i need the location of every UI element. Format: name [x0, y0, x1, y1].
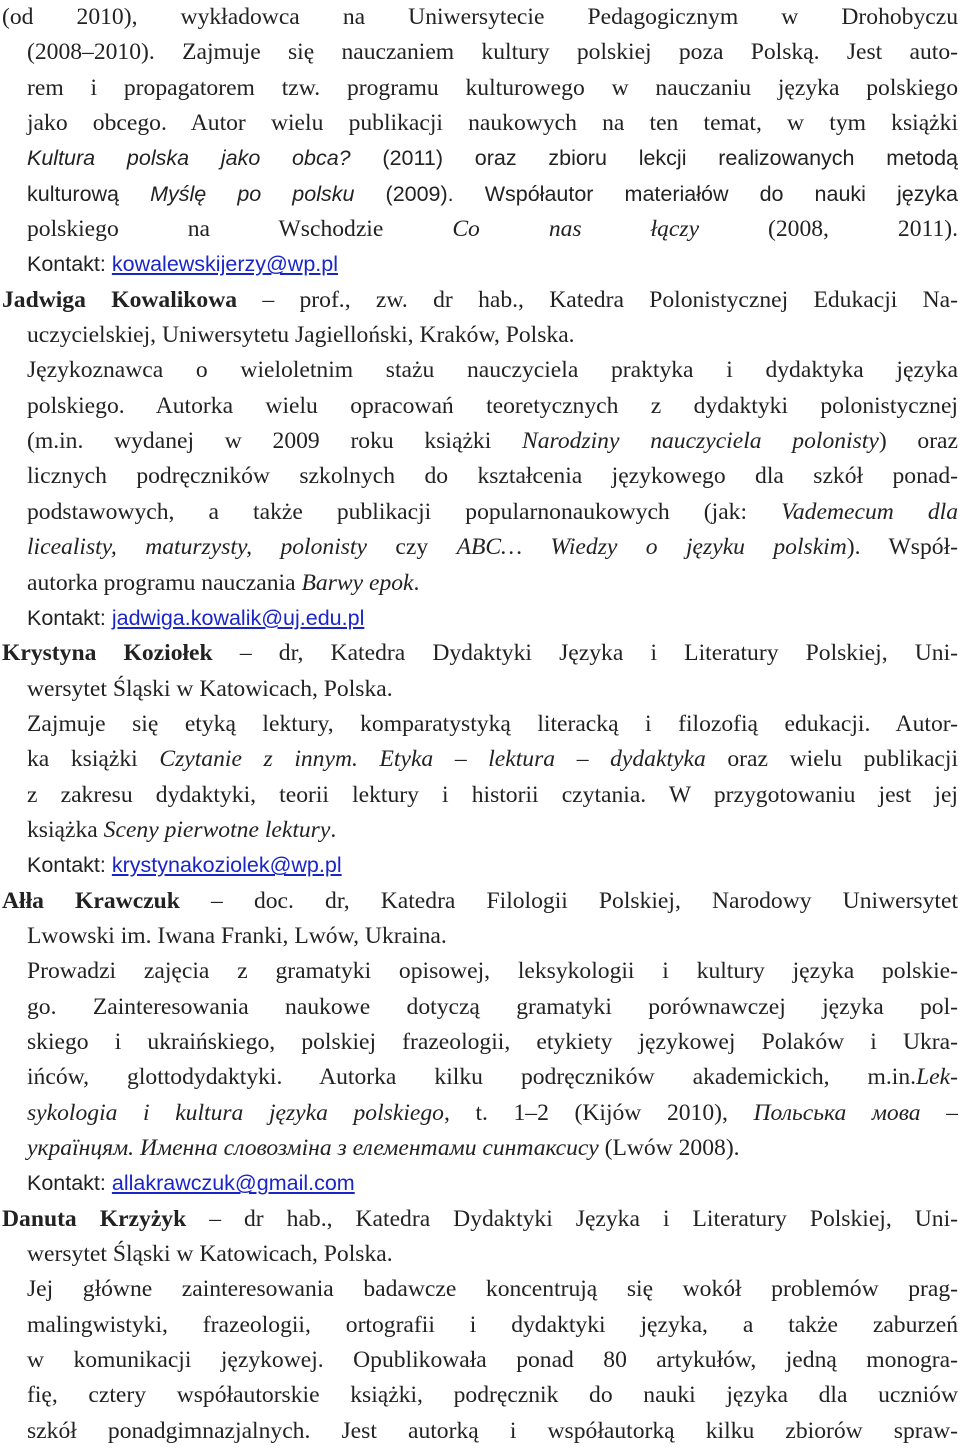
koziolek-contact [2, 848, 958, 883]
author-name: Ałła Krawczuk [2, 887, 180, 914]
text-span: (2011) oraz zbioru lekcji realizowanych metodą [350, 146, 958, 171]
krzyzyk-heading [2, 1202, 958, 1237]
intro-line-5 [2, 141, 958, 176]
koziolek-p1 [2, 707, 958, 742]
krawczuk-line-2 [2, 919, 958, 954]
text-span: polskiego na Wschodzie [27, 216, 453, 243]
email-link[interactable]: krystynakoziolek@wp.pl [111, 853, 342, 878]
email-link[interactable]: jadwiga.kowalik@uj.edu.pl [111, 605, 365, 630]
text-span: ). Współ- [846, 534, 958, 561]
krzyzyk-p1 [2, 1272, 958, 1307]
intro-line-4 [2, 106, 958, 141]
kowalikowa-p4 [2, 459, 958, 494]
text-span: (2008, 2011). [699, 216, 958, 243]
book-title: Sceny pierwotne lektury [103, 816, 331, 843]
book-title: Narodziny nauczyciela polonisty [522, 428, 879, 455]
krawczuk-heading [2, 884, 958, 919]
book-title: ABC… Wiedzy o języku polskim [456, 534, 847, 561]
krawczuk-p5 [2, 1096, 958, 1131]
text-span: polskiego. Autorka wielu opracowań teoretycznych z dydaktyki polonistycznej [27, 392, 958, 419]
text-span: jako obcego. Autor wielu publikacji naukowych na ten temat, w tym książki [27, 110, 958, 137]
text-span: oraz wielu publikacji [705, 746, 958, 773]
text-span: rem i propagatorem tzw. programu kulturowego w nauczaniu języka polskiego [27, 74, 958, 101]
author-name: Jadwiga Kowalikowa [2, 286, 238, 313]
krzyzyk-p4 [2, 1378, 958, 1413]
krzyzyk-p2 [2, 1308, 958, 1343]
text-span: (2008–2010). Zajmuje się nauczaniem kultury polskiej poza Polską. Jest auto- [27, 39, 958, 66]
intro-line-1 [2, 0, 958, 35]
text-span: ka książki [27, 746, 160, 773]
koziolek-heading [2, 636, 958, 671]
intro-contact [2, 247, 958, 282]
text-span: – prof., zw. dr hab., Katedra Polonistycznej Edukacji Na- [237, 286, 958, 313]
text-span: kulturową [27, 181, 151, 206]
text-span: autorka programu nauczania [27, 569, 302, 596]
text-span: ) oraz [878, 428, 958, 455]
kowalikowa-p1 [2, 353, 958, 388]
krawczuk-p2 [2, 990, 958, 1025]
text-span: Jej główne zainteresowania badawcze koncentrują się wokół problemów prag- [27, 1276, 958, 1303]
text-span: go. Zainteresowania naukowe dotyczą gramatyki porównawczej języka pol- [27, 993, 958, 1020]
book-title: Barwy epok [301, 569, 414, 596]
text-span: w komunikacji językowej. Opublikowała ponad 80 artykułów, jedną monogra- [27, 1347, 958, 1374]
kowalikowa-heading [2, 283, 958, 318]
text-span: ińców, glottodydaktyki. Autorka kilku podręczników akademickich, m.in. [27, 1064, 917, 1091]
kowalikowa-contact [2, 601, 958, 636]
krawczuk-p6 [2, 1131, 958, 1166]
intro-line-7 [2, 212, 958, 247]
text-span: (2009). Współautor materiałów do nauki języka [354, 181, 958, 206]
krzyzyk-p5 [2, 1414, 958, 1449]
kowalikowa-p6 [2, 530, 958, 565]
email-link[interactable]: allakrawczuk@gmail.com [111, 1171, 355, 1196]
author-name: Krystyna Koziołek [2, 640, 213, 667]
text-span: , t. 1–2 (Kijów 2010), [443, 1099, 754, 1126]
koziolek-line-2 [2, 672, 958, 707]
text-span: – dr hab., Katedra Dydaktyki Języka i Literatury Polskiej, Uni- [186, 1205, 958, 1232]
intro-line-2 [2, 35, 958, 70]
text-span: – dr, Katedra Dydaktyki Języka i Literatury Polskiej, Uni- [212, 640, 958, 667]
contact-label: Kontakt: [27, 252, 112, 277]
text-span: szkół ponadgimnazjalnych. Jest autorką i współautorką kilku zbiorów spraw- [27, 1417, 958, 1444]
text-span: – doc. dr, Katedra Filologii Polskiej, Narodowy Uniwersytet [179, 887, 958, 914]
krawczuk-p3 [2, 1025, 958, 1060]
krawczuk-p1 [2, 954, 958, 989]
book-title: sykologia i kultura języka polskiego [27, 1099, 444, 1126]
book-title: Польська мова – [753, 1099, 958, 1126]
text-span: (m.in. wydanej w 2009 roku książki [27, 428, 523, 455]
text-span: . [413, 569, 420, 596]
text-span: podstawowych, a także publikacji popularnonaukowych (jak: [27, 498, 782, 525]
book-title: українцям. Именна словозміна з елементами синтаксису [27, 1135, 599, 1161]
text-span: Językoznawca o wieloletnim stażu nauczyciela praktyka i dydaktyka języka [27, 357, 958, 384]
kowalikowa-p5 [2, 495, 958, 530]
book-title: Myślę po polsku [150, 181, 355, 206]
krawczuk-p4 [2, 1060, 958, 1095]
text-span: (od 2010), wykładowca na Uniwersytecie Pedagogicznym w Drohobyczu [2, 4, 958, 30]
author-name: Danuta Krzyżyk [2, 1205, 187, 1232]
text-span: skiego i ukraińskiego, polskiej frazeologii, etykiety językowej Polaków i Ukra- [27, 1028, 958, 1055]
text-span: malingwistyki, frazeologii, ortografii i dydaktyki języka, a także zaburzeń [27, 1311, 958, 1338]
text-span: wersytet Śląski w Katowicach, Polska. [27, 1241, 393, 1268]
text-span: wersytet Śląski w Katowicach, Polska. [27, 675, 393, 702]
intro-line-3 [2, 71, 958, 106]
krzyzyk-line-2 [2, 1237, 958, 1272]
text-span: Zajmuje się etyką lektury, komparatystyką literacką i filozofią edukacji. Autor- [27, 710, 958, 737]
text-span: . [330, 816, 337, 843]
book-title: Co nas łączy [452, 216, 700, 243]
text-span: fię, cztery współautorskie książki, podręcznik do nauki języka dla uczniów [27, 1382, 958, 1409]
krzyzyk-p3 [2, 1343, 958, 1378]
kowalikowa-p2 [2, 389, 958, 424]
koziolek-p4 [2, 813, 958, 848]
text-span: książka [27, 816, 104, 843]
text-span: Prowadzi zajęcia z gramatyki opisowej, leksykologii i kultury języka polskie- [27, 958, 958, 985]
intro-line-6 [2, 177, 958, 212]
contact-label: Kontakt: [27, 1171, 112, 1196]
contact-label: Kontakt: [27, 853, 112, 878]
book-title: Czytanie z innym. Etyka – lektura – dydaktyka [159, 746, 706, 773]
text-span: (Lwów 2008). [598, 1135, 740, 1161]
text-span: Lwowski im. Iwana Franki, Lwów, Ukraina. [27, 922, 447, 949]
book-title: Vademecum dla [781, 498, 958, 525]
text-span: licznych podręczników szkolnych do kształcenia językowego dla szkół ponad- [27, 463, 958, 490]
book-title: Kultura polska jako obca? [27, 146, 351, 171]
text-span: uczycielskiej, Uniwersytetu Jagielloński, Kraków, Polska. [27, 322, 575, 349]
kowalikowa-line-2 [2, 318, 958, 353]
kowalikowa-p7 [2, 566, 958, 601]
kowalikowa-p3 [2, 424, 958, 459]
contact-label: Kontakt: [27, 605, 112, 630]
text-span: z zakresu dydaktyki, teorii lektury i historii czytania. W przygotowaniu jest jej [27, 781, 958, 808]
book-title: Lek- [916, 1064, 958, 1091]
krawczuk-contact [2, 1166, 958, 1201]
koziolek-p3 [2, 778, 958, 813]
book-title: licealisty, maturzysty, polonisty [27, 534, 367, 561]
email-link[interactable]: kowalewskijerzy@wp.pl [111, 252, 338, 277]
text-span: czy [366, 534, 457, 561]
koziolek-p2 [2, 742, 958, 777]
